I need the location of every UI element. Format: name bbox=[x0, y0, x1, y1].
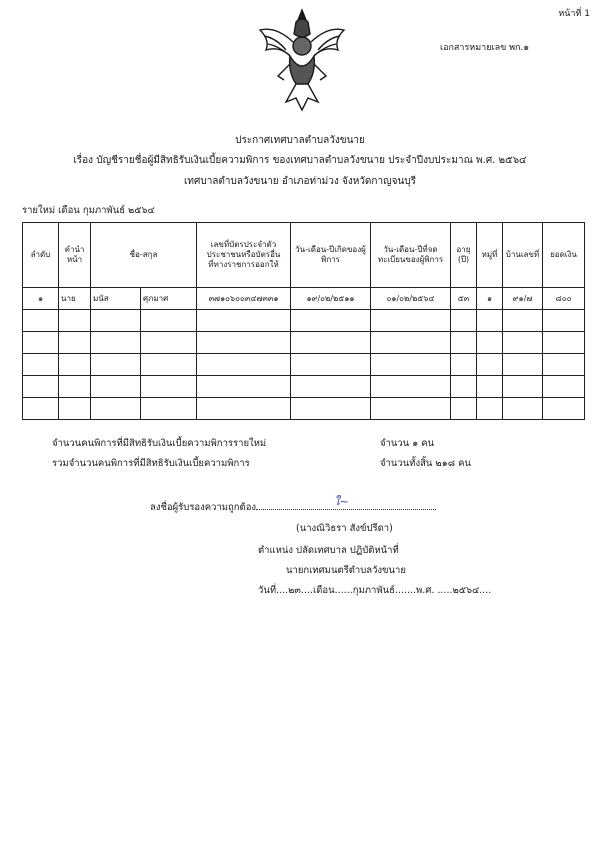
cell-house: ๙๑/๗ bbox=[503, 288, 543, 310]
cell-prefix: นาย bbox=[59, 288, 91, 310]
table-row-empty bbox=[23, 376, 585, 398]
col-header-age: อายุ (ปี) bbox=[451, 223, 477, 288]
cell-no: ๑ bbox=[23, 288, 59, 310]
col-header-name: ชื่อ-สกุล bbox=[91, 223, 197, 288]
cell-birth: ๑๙/๐๒/๒๕๑๑ bbox=[291, 288, 371, 310]
cell-id: ๓๗๑๐๖๐๐๓๔๗๓๓๑ bbox=[197, 288, 291, 310]
cell-first-name: มนัส bbox=[91, 288, 141, 310]
cell-moo: ๑ bbox=[477, 288, 503, 310]
table-row-empty bbox=[23, 398, 585, 420]
new-count-value: จำนวน ๑ คน bbox=[380, 438, 435, 449]
signature-dotted-line bbox=[256, 495, 436, 510]
document-number: เอกสารหมายเลข พก.๑ bbox=[440, 43, 530, 53]
table-header-row bbox=[23, 223, 585, 288]
cell-age: ๕๓ bbox=[451, 288, 477, 310]
col-header-id: เลขที่บัตรประจำตัวประชาชนหรือบัตรอื่นที่ทางราชการออกให้ bbox=[197, 223, 291, 288]
recipient-table bbox=[22, 222, 585, 420]
signer-name: (นางณิวิธรา สังข์ปรีดา) bbox=[296, 523, 393, 534]
col-header-amount: ยอดเงิน bbox=[543, 223, 585, 288]
total-count-value: จำนวนทั้งสิ้น ๒๑๘ คน bbox=[380, 458, 471, 469]
total-count-label: รวมจำนวนคนพิการที่มีสิทธิรับเงินเบี้ยความพิการ bbox=[52, 458, 250, 469]
table-row-empty bbox=[23, 310, 585, 332]
signature-date: วันที่....๒๓....เดือน......กุมภาพันธ์.......พ.ศ. .....๒๕๖๔.... bbox=[258, 585, 492, 596]
signer-position: ตำแหน่ง ปลัดเทศบาล ปฏิบัติหน้าที่ bbox=[258, 545, 399, 556]
garuda-emblem bbox=[256, 6, 348, 116]
col-header-house: บ้านเลขที่ bbox=[503, 223, 543, 288]
col-header-birth: วัน-เดือน-ปีเกิดของผู้พิการ bbox=[291, 223, 371, 288]
signer-position-2: นายกเทศมนตรีตำบลวังขนาย bbox=[286, 565, 406, 576]
new-count-label: จำนวนคนพิการที่มีสิทธิรับเงินเบี้ยความพิการรายใหม่ bbox=[52, 438, 267, 449]
announcement-location: เทศบาลตำบลวังขนาย อำเภอท่าม่วง จังหวัดกาญจนบุรี bbox=[183, 176, 417, 187]
announcement-title: ประกาศเทศบาลตำบลวังขนาย bbox=[235, 135, 365, 146]
cell-registered: ๐๑/๐๒/๒๕๖๔ bbox=[371, 288, 451, 310]
list-subtitle: รายใหม่ เดือน กุมภาพันธ์ ๒๕๖๔ bbox=[22, 205, 155, 216]
handwritten-signature: ใ~ bbox=[334, 495, 349, 508]
certify-label: ลงชื่อผู้รับรองความถูกต้อง bbox=[150, 502, 257, 513]
page-number: หน้าที่ 1 bbox=[558, 9, 590, 19]
col-header-registered: วัน-เดือน-ปีที่จดทะเบียนของผู้พิการ bbox=[371, 223, 451, 288]
col-header-prefix: คำนำหน้า bbox=[59, 223, 91, 288]
table-row bbox=[23, 288, 585, 310]
cell-last-name: ศุภมาศ bbox=[141, 288, 197, 310]
table-row-empty bbox=[23, 354, 585, 376]
table-row-empty bbox=[23, 332, 585, 354]
col-header-moo: หมู่ที่ bbox=[477, 223, 503, 288]
certify-line bbox=[150, 495, 436, 515]
announcement-subject: เรื่อง บัญชีรายชื่อผู้มีสิทธิรับเงินเบี้ยความพิการ ของเทศบาลตำบลวังขนาย ประจำปีงบประมาณ พ.ศ. ๒๕๖๔ bbox=[73, 155, 527, 166]
col-header-no: ลำดับ bbox=[23, 223, 59, 288]
cell-amount: ๘๐๐ bbox=[543, 288, 585, 310]
